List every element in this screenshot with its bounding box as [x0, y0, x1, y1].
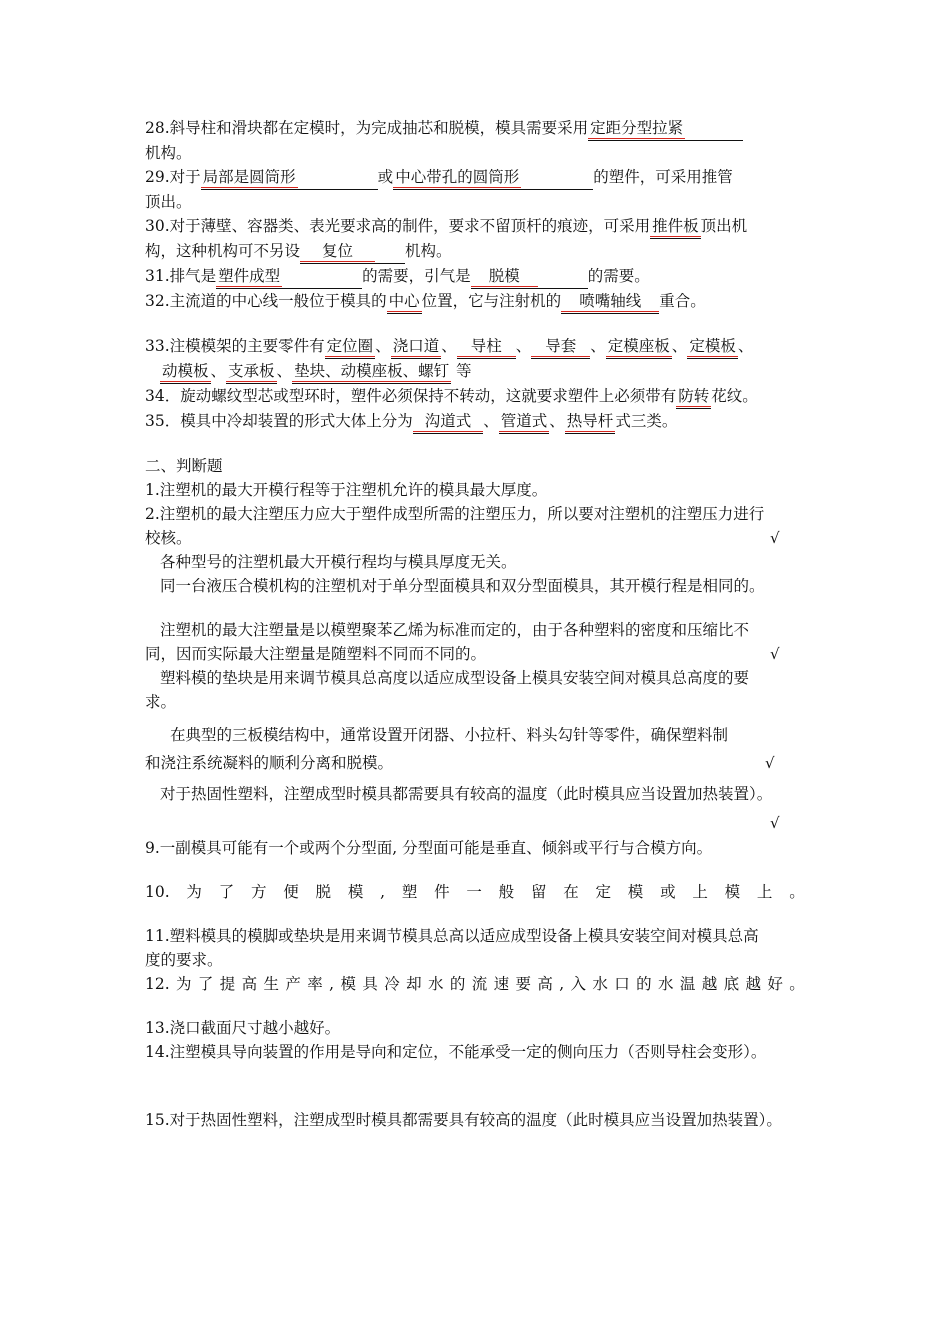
spread-char: 水 — [592, 975, 608, 994]
answer-blank: 定位圈 — [325, 334, 376, 359]
judge-item-10 — [145, 880, 805, 904]
spread-char: 。 — [789, 883, 805, 902]
answer-blank: 动模板 — [160, 359, 211, 384]
spread-char: 生 — [263, 975, 280, 994]
answer-blank: 脱模 — [471, 264, 538, 289]
spread-char: 高 — [537, 975, 553, 994]
spread-char: 在 — [563, 883, 579, 902]
answer-blank: 沟道式 — [413, 409, 484, 434]
answer-blank: 喷嘴轴线 — [561, 289, 659, 314]
judge-item-3: 各种型号的注塑机最大开模行程均与模具厚度无关。 — [160, 553, 517, 572]
judge-item-14: 14.注塑模具导向装置的作用是导向和定位，不能承受一定的侧向压力（否则导柱会变形）。 — [145, 1043, 767, 1062]
spread-char: 了 — [197, 975, 214, 994]
spread-char: 上 — [692, 883, 708, 902]
judge-item-9: 9.一副模具可能有一个或两个分型面, 分型面可能是垂直、倾斜或平行与合模方向。 — [145, 839, 713, 858]
answer-blank: 热导杆 — [565, 409, 616, 434]
answer-blank: 支承板 — [226, 359, 277, 384]
spread-char: 10. — [145, 883, 170, 902]
spread-char: 水 — [427, 975, 444, 994]
judge-item-7: 在典型的三板模结构中，通常设置开闭器、小拉杆、料头勾针等零件，确保塑料制 和浇注系统凝料的顺利分离和脱模。 √ — [145, 722, 810, 778]
spread-char: 温 — [679, 975, 696, 994]
spread-char: 要 — [515, 975, 531, 994]
judge-item-15: 15.对于热固性塑料，注塑成型时模具都需要具有较高的温度（此时模具应当设置加热装置）。 — [145, 1111, 782, 1130]
judge-item-1: 1.注塑机的最大开模行程等于注塑机允许的模具最大厚度。 — [145, 481, 548, 500]
check-mark: √ — [770, 645, 780, 664]
spread-char: 具 — [362, 975, 378, 994]
answer-blank: 导柱 — [457, 334, 516, 359]
spread-char: 为 — [176, 975, 192, 994]
judge-item-4: 同一台液压合模机构的注塑机对于单分型面模具和双分型面模具，其开模行程是相同的。 — [160, 577, 765, 596]
spread-char: 的 — [449, 975, 466, 994]
answer-blank: 塑件成型 — [216, 264, 282, 289]
judge-item-13: 13.浇口截面尺寸越小越好。 — [145, 1019, 341, 1038]
spread-char: 冷 — [384, 975, 400, 994]
spread-char: 率 — [307, 975, 323, 994]
check-mark: √ — [770, 529, 780, 548]
spread-char: 提 — [219, 975, 236, 994]
spread-char: 或 — [660, 883, 676, 902]
question-28: 28.斜导柱和滑块都在定模时，为完成抽芯和脱模，模具需要采用 定距分型拉紧 机构。 — [145, 116, 810, 165]
spread-char: 模 — [347, 883, 364, 902]
judge-item-5: 注塑机的最大注塑量是以模塑聚苯乙烯为标准而定的，由于各种塑料的密度和压缩比不 同，因而实际最大注塑量是随塑料不同而不同的。 √ — [145, 618, 810, 666]
judge-item-11: 11.塑料模具的模脚或垫块是用来调节模具总高以适应成型设备上模具安装空间对模具总高 度的要求。 — [145, 927, 759, 970]
spread-char: 便 — [283, 883, 299, 902]
section-heading: 二、判断题 — [145, 457, 223, 476]
spread-char: 般 — [498, 883, 515, 902]
answer-blank: 垫块、动模座板、螺钉 — [292, 359, 451, 384]
spread-char: 上 — [756, 883, 773, 902]
answer-blank: 复位 — [300, 239, 375, 264]
question-35: 35．模具中冷却装置的形式大体上分为 沟道式 、 管道式 、 热导杆 式三类。 — [145, 409, 810, 434]
spread-char: 底 — [723, 975, 740, 994]
answer-blank: 导套 — [531, 334, 590, 359]
judge-item-8: 对于热固性塑料，注塑成型时模具都需要具有较高的温度（此时模具应当设置加热装置）。 — [160, 785, 773, 804]
spread-char: 12. — [145, 975, 170, 994]
check-mark: √ — [765, 754, 775, 773]
answer-blank: 中心 — [387, 289, 422, 314]
answer-blank: 定距分型拉紧 — [588, 116, 685, 141]
spread-char: 模 — [724, 883, 741, 902]
document-page — [145, 116, 810, 1132]
answer-blank: 定模座板 — [606, 334, 672, 359]
check-mark: √ — [770, 814, 780, 833]
spread-char: 一 — [466, 883, 482, 902]
question-33: 33.注模模架的主要零件有 定位圈 、 浇口道 、 导柱 、 导套 、 定模座板 、 定模板 、 动模板 、 支承板 、 垫块、动模座板、螺钉 等 — [145, 334, 810, 384]
judge-item-12 — [145, 972, 805, 996]
spread-char: 口 — [614, 975, 630, 994]
question-31: 31.排气是 塑件成型 的需要，引气是 脱模 的需要。 — [145, 264, 810, 289]
spread-char: 。 — [789, 975, 805, 994]
answer-blank: 浇口道 — [391, 334, 442, 359]
answer-blank: 管道式 — [499, 409, 550, 434]
spread-char: 速 — [493, 975, 510, 994]
spread-char: 的 — [636, 975, 652, 994]
spread-char: 模 — [340, 975, 356, 994]
spread-char: 高 — [241, 975, 258, 994]
spread-char: 越 — [701, 975, 718, 994]
judge-item-6: 塑料模的垫块是用来调节模具总高度以适应成型设备上模具安装空间对模具总高度的要 求。 — [145, 669, 750, 712]
spread-char: 定 — [595, 883, 612, 902]
answer-blank: 防转 — [676, 384, 711, 409]
question-29: 29.对于 局部是圆筒形 或 中心带孔的圆筒形 的塑件，可采用推管 顶出。 — [145, 165, 810, 214]
judge-item-2: 2.注塑机的最大注塑压力应大于塑件成型所需的注塑压力，所以要对注塑机的注塑压力进行 校核。 √ — [145, 502, 810, 550]
answer-blank: 局部是圆筒形 — [201, 165, 298, 190]
spread-char: 产 — [285, 975, 301, 994]
spread-char: 脱 — [315, 883, 332, 902]
spread-char: 入 — [570, 975, 586, 994]
spread-char: 模 — [627, 883, 644, 902]
spread-char: 水 — [657, 975, 674, 994]
answer-blank: 中心带孔的圆筒形 — [393, 165, 521, 190]
spread-char: 流 — [471, 975, 488, 994]
spread-char: 越 — [745, 975, 761, 994]
question-32: 32.主流道的中心线一般位于模具的 中心 位置，它与注射机的 喷嘴轴线 重合。 — [145, 289, 810, 314]
question-34: 34．旋动螺纹型芯或型环时，塑件必须保持不转动，这就要求塑件上必须带有 防转 花纹。 — [145, 384, 810, 409]
spread-char: 却 — [406, 975, 422, 994]
spread-char: , — [559, 975, 565, 994]
answer-blank: 定模板 — [687, 334, 738, 359]
spread-char: 了 — [218, 883, 235, 902]
spread-char: 留 — [530, 883, 547, 902]
spread-char: 好 — [767, 975, 783, 994]
spread-char: 件 — [434, 883, 450, 902]
answer-blank: 推件板 — [650, 214, 701, 239]
question-30: 30.对于薄壁、容器类、表光要求高的制件，要求不留顶杆的痕迹，可采用 推件板 顶出机 构，这种机构可不另设 复位 机构。 — [145, 214, 810, 264]
spread-char: 为 — [186, 883, 202, 902]
spread-char: 塑 — [401, 883, 418, 902]
spread-char: , — [380, 883, 386, 902]
spread-char: , — [329, 975, 335, 994]
spread-char: 方 — [250, 883, 267, 902]
